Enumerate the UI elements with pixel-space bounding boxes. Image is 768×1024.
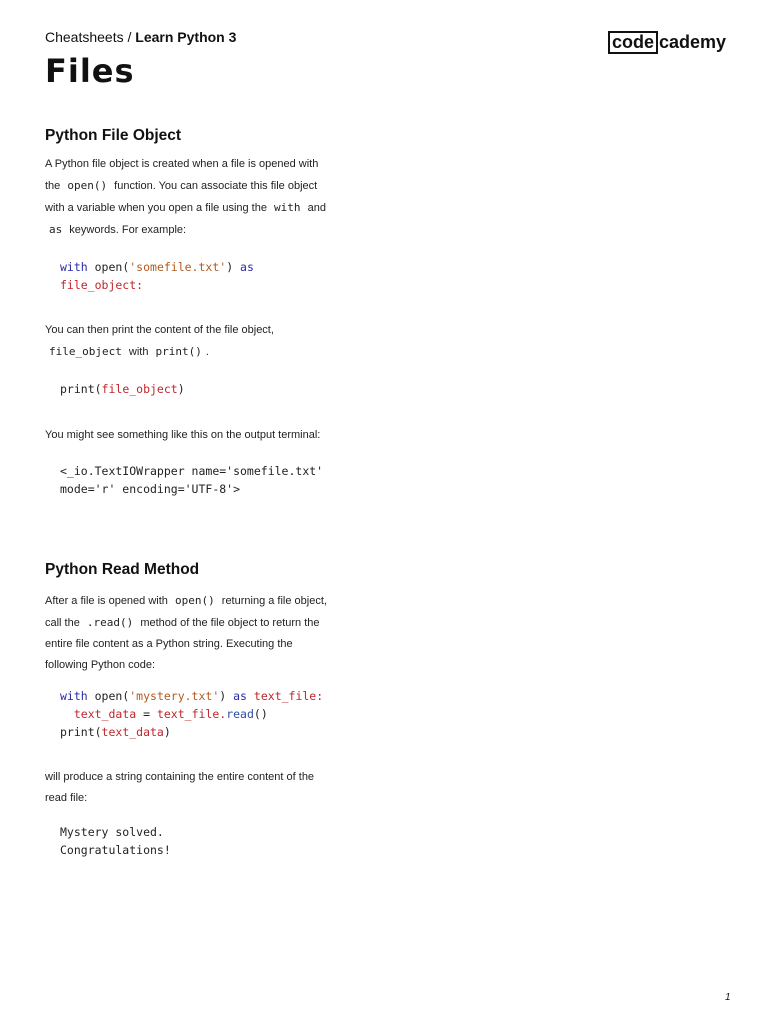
inline-code: print() — [155, 345, 202, 358]
breadcrumb-parent-link[interactable]: Cheatsheets — [45, 29, 124, 45]
paragraph-read-method-intro: After a file is opened with open() returning a file object, call the .read() method of the file object to return the entire file content as a Python string. Executing the following Python code: — [45, 594, 327, 671]
page-number: 1 — [725, 992, 731, 1003]
paragraph-output-terminal: You might see something like this on the output terminal: — [45, 429, 321, 441]
code-block-print-object: print(file_object) — [60, 382, 185, 396]
inline-code: as — [49, 223, 63, 236]
inline-code: open() — [174, 594, 215, 607]
logo-boxed-text: code — [608, 31, 658, 54]
code-block-terminal-output: <_io.TextIOWrapper name='somefile.txt' mode='r' encoding='UTF-8'> — [60, 464, 324, 496]
page-title: Files — [45, 52, 135, 90]
code-block-read-output: Mystery solved. Congratulations! — [60, 825, 171, 857]
inline-code: file_object — [49, 345, 122, 358]
code-block-open-with: with open('somefile.txt') as file_object: — [60, 260, 254, 292]
inline-code: with — [274, 201, 301, 214]
paragraph-file-object-intro: A Python file object is created when a file is opened with the open() function. You can associate this file object with a variable when you open a file using the with and as keywords. For example: — [45, 158, 326, 236]
inline-code: open() — [67, 179, 108, 192]
section-title-file-object: Python File Object — [45, 127, 182, 144]
breadcrumb — [45, 29, 236, 45]
breadcrumb-current: Learn Python 3 — [135, 29, 237, 45]
logo-rest-text: cademy — [659, 32, 727, 52]
code-block-read-example: with open('mystery.txt') as text_file: text_data = text_file.read() print(text_data) — [60, 689, 324, 739]
section-title-read-method: Python Read Method — [45, 561, 200, 578]
codecademy-logo[interactable] — [608, 31, 726, 54]
paragraph-read-result: will produce a string containing the entire content of the read file: — [45, 771, 315, 804]
inline-code: .read() — [86, 616, 134, 629]
breadcrumb-separator: / — [123, 29, 136, 45]
paragraph-print-content: You can then print the content of the file object, file_object with print() . — [45, 324, 274, 358]
